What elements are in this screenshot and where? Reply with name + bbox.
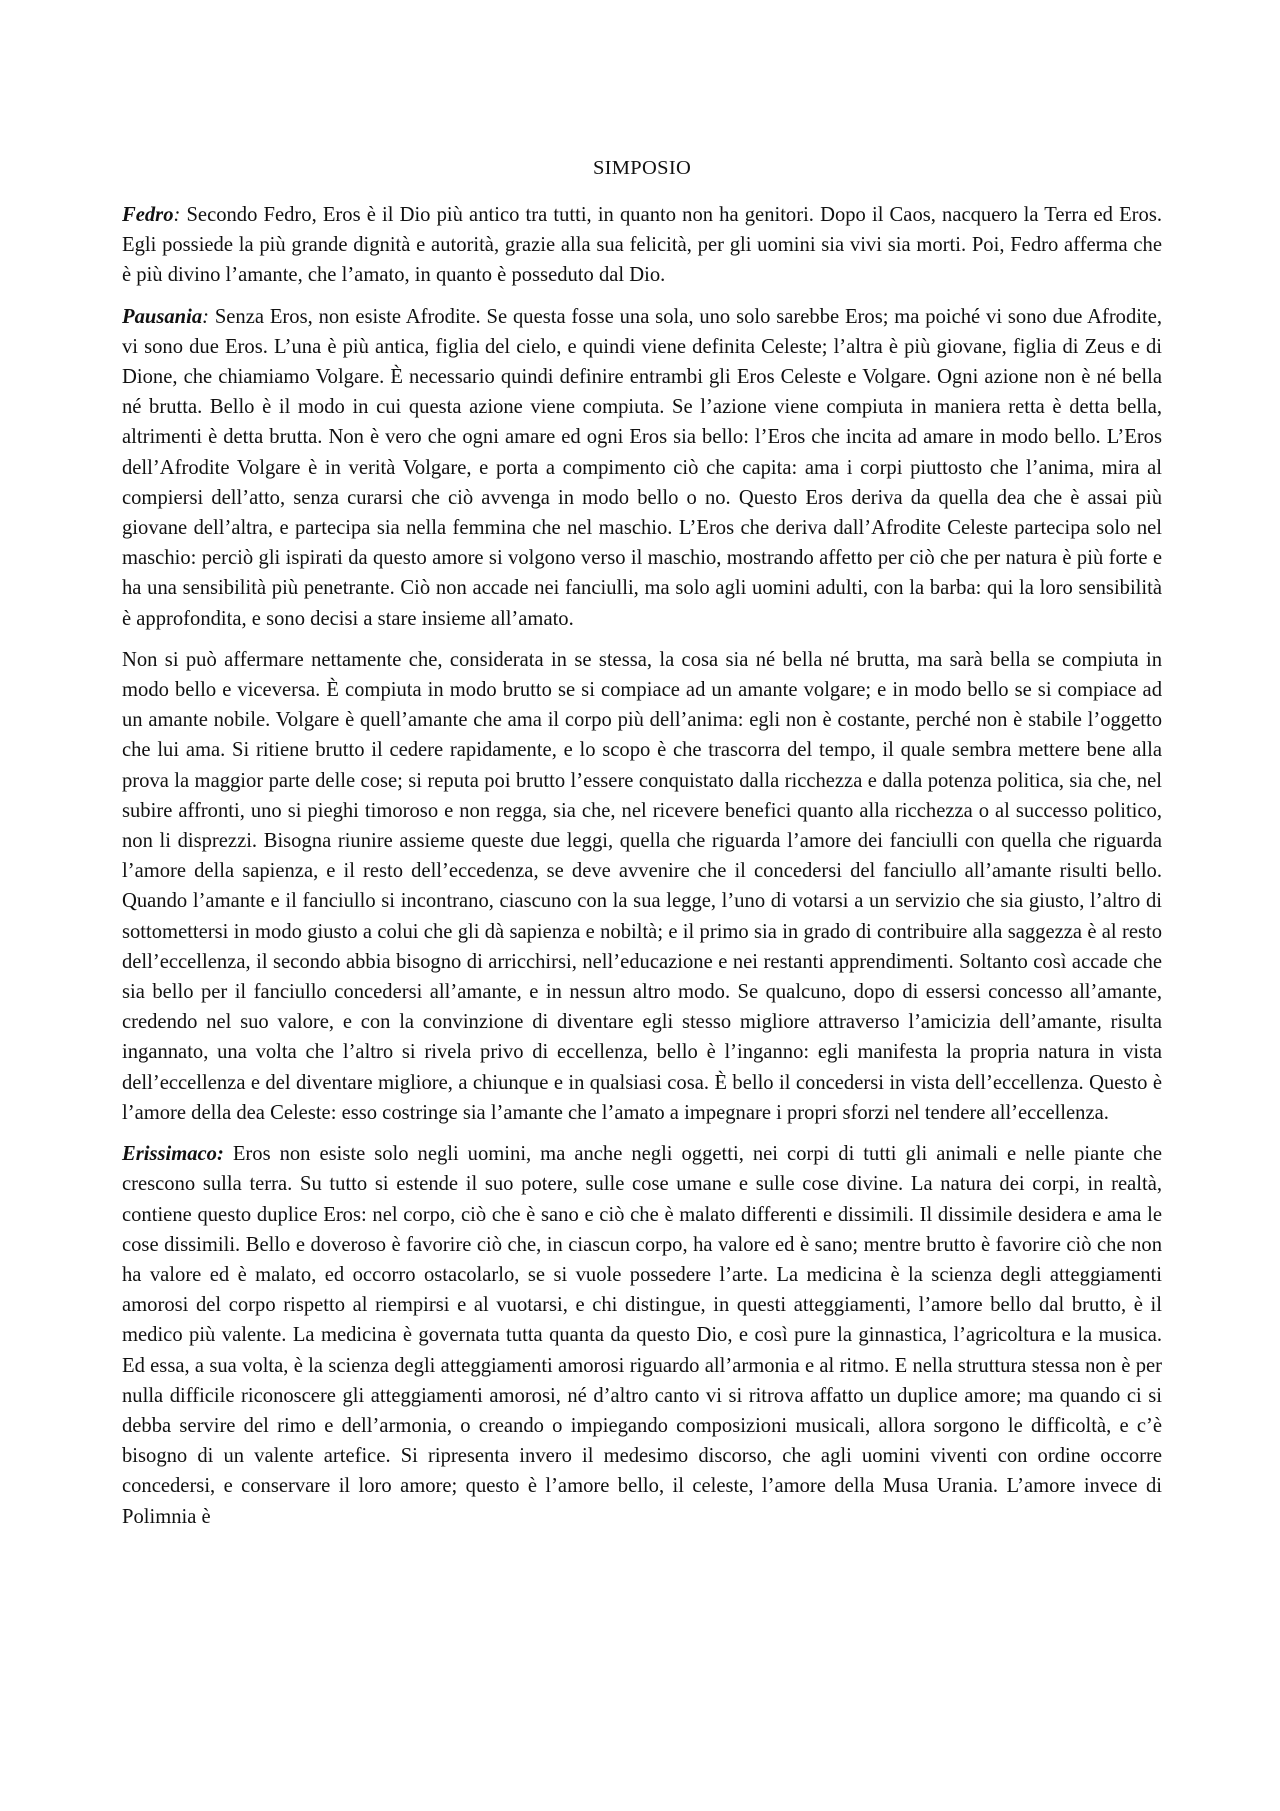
- document-body: [122, 200, 1162, 1543]
- paragraph-erissimaco: [122, 1139, 1162, 1532]
- speaker-name: Pausania: [122, 305, 203, 328]
- paragraph-text: Non si può affermare nettamente che, considerata in se stessa, la cosa sia né bella né brutta, ma sarà bella se compiuta in modo bello e viceversa. È compiuta in modo brutto se si compiace ad un amante volgare; e in modo bello se si compiace ad un amante nobile. Volgare è quell’amante che ama il corpo più dell’anima: egli non è costante, perché non è stabile l’oggetto che lui ama. Si ritiene brutto il cedere rapidamente, e lo scopo è che trascorra del tempo, il quale sembra mettere bene alla prova la maggior parte delle cose; si reputa poi brutto l’essere conquistato dalla ricchezza e dalla potenza politica, sia che, nel subire affronti, uno si pieghi timoroso e non regga, sia che, nel ricevere benefici quanto alla ricchezza o al successo politico, non li disprezzi. Bisogna riunire assieme queste due leggi, quella che riguarda l’amore dei fanciulli con quella che riguarda l’amore della sapienza, e il resto dell’eccedenza, se deve avvenire che il concedersi del fanciullo all’amante risulti bello. Quando l’amante e il fanciullo si incontrano, ciascuno con la sua legge, l’uno di votarsi a un servizio che sia giusto, l’altro di sottomettersi in modo giusto a colui che gli dà sapienza e nobiltà; e il primo sia in grado di contribuire alla saggezza è al resto dell’eccellenza, il secondo abbia bisogno di arricchirsi, nell’educazione e nei restanti apprendimenti. Soltanto così accade che sia bello per il fanciullo concedersi all’amante, e in nessun altro modo. Se qualcuno, dopo di essersi concesso all’amante, credendo nel suo valore, e con la convinzione di diventare egli stesso migliore attraverso l’amicizia dell’amante, risulta ingannato, una volta che l’altro si rivela privo di eccellenza, bello è l’inganno: egli manifesta la propria natura in vista dell’eccellenza e del diventare migliore, a chiunque e in qualsiasi cosa. È bello il concedersi in vista dell’eccellenza. Questo è l’amore della dea Celeste: esso costringe sia l’amante che l’amato a impegnare i propri sforzi nel tendere all’eccellenza.: [122, 648, 1162, 1124]
- paragraph-pausania: [122, 302, 1162, 634]
- document-title: SIMPOSIO: [592, 157, 692, 179]
- paragraph-text: Secondo Fedro, Eros è il Dio più antico tra tutti, in quanto non ha genitori. Dopo il Caos, nacquero la Terra ed Eros. Egli possiede la più grande dignità e autorità, grazie alla sua felicità, per gli uomini sia vivi sia morti. Poi, Fedro afferma che è più divino l’amante, che l’amato, in quanto è posseduto dal Dio.: [122, 204, 1162, 287]
- paragraph-pausania-continued: [122, 645, 1162, 1128]
- paragraph-text: Senza Eros, non esiste Afrodite. Se questa fosse una sola, uno solo sarebbe Eros; ma poiché vi sono due Afrodite, vi sono due Eros. L’una è più antica, figlia del cielo, e quindi viene definita Celeste; l’altra è più giovane, figlia di Zeus e di Dione, che chiamiamo Volgare. È necessario quindi definire entrambi gli Eros Celeste e Volgare. Ogni azione non è né bella né brutta. Bello è il modo in cui questa azione viene compiuta. Se l’azione viene compiuta in maniera retta è detta bella, altrimenti è detta brutta. Non è vero che ogni amare ed ogni Eros sia bello: l’Eros che incita ad amare in modo bello. L’Eros dell’Afrodite Volgare è in verità Volgare, e porta a compimento ciò che capita: ama i corpi piuttosto che l’anima, mira al compiersi dell’atto, senza curarsi che ciò avvenga in modo bello o no. Questo Eros deriva da quella dea che è assai più giovane dell’altra, e partecipa sia nella femmina che nel maschio. L’Eros che deriva dall’Afrodite Celeste partecipa solo nel maschio: perciò gli ispirati da questo amore si volgono verso il maschio, mostrando affetto per ciò che per natura è più forte e ha una sensibilità più penetrante. Ciò non accade nei fanciulli, ma solo agli uomini adulti, con la barba: qui la loro sensibilità è approfondita, e sono decisi a stare insieme all’amato.: [122, 305, 1162, 630]
- speaker-separator: :: [202, 305, 209, 328]
- speaker-separator: :: [173, 204, 181, 226]
- speaker-name: Erissimaco:: [122, 1143, 224, 1166]
- paragraph-fedro: [122, 200, 1162, 291]
- speaker-name: Fedro: [122, 204, 174, 226]
- paragraph-text: Eros non esiste solo negli uomini, ma anche negli oggetti, nei corpi di tutti gli animali e nelle piante che crescono sulla terra. Su tutto si estende il suo potere, sulle cose umane e sulle cose divine. La natura dei corpi, in realtà, contiene questo duplice Eros: nel corpo, ciò che è sano e ciò che è malato differenti e dissimili. Il dissimile desidera e ama le cose dissimili. Bello e doveroso è favorire ciò che, in ciascun corpo, ha valore ed è sano; mentre brutto è favorire ciò che non ha valore ed è malato, ed occorro ostacolarlo, se si vuole possedere l’arte. La medicina è la scienza degli atteggiamenti amorosi del corpo rispetto al riempirsi e al vuotarsi, e chi distingue, in questi atteggiamenti, l’amore bello dal brutto, è il medico più valente. La medicina è governata tutta quanta da questo Dio, e così pure la ginnastica, l’agricoltura e la musica. Ed essa, a sua volta, è la scienza degli atteggiamenti amorosi riguardo all’armonia e al ritmo. E nella struttura stessa non è per nulla difficile riconoscere gli atteggiamenti amorosi, né d’altro canto vi si ritrova affatto un duplice amore; ma quando ci si debba servire del rimo e dell’armonia, o creando o impiegando composizioni musicali, allora sorgono le difficoltà, e c’è bisogno di un valente artefice. Si ripresenta invero il medesimo discorso, che agli uomini viventi con ordine occorre concedersi, e conservare il loro amore; questo è l’amore bello, il celeste, l’amore della Musa Urania. L’amore invece di Polimnia è: [122, 1143, 1162, 1528]
